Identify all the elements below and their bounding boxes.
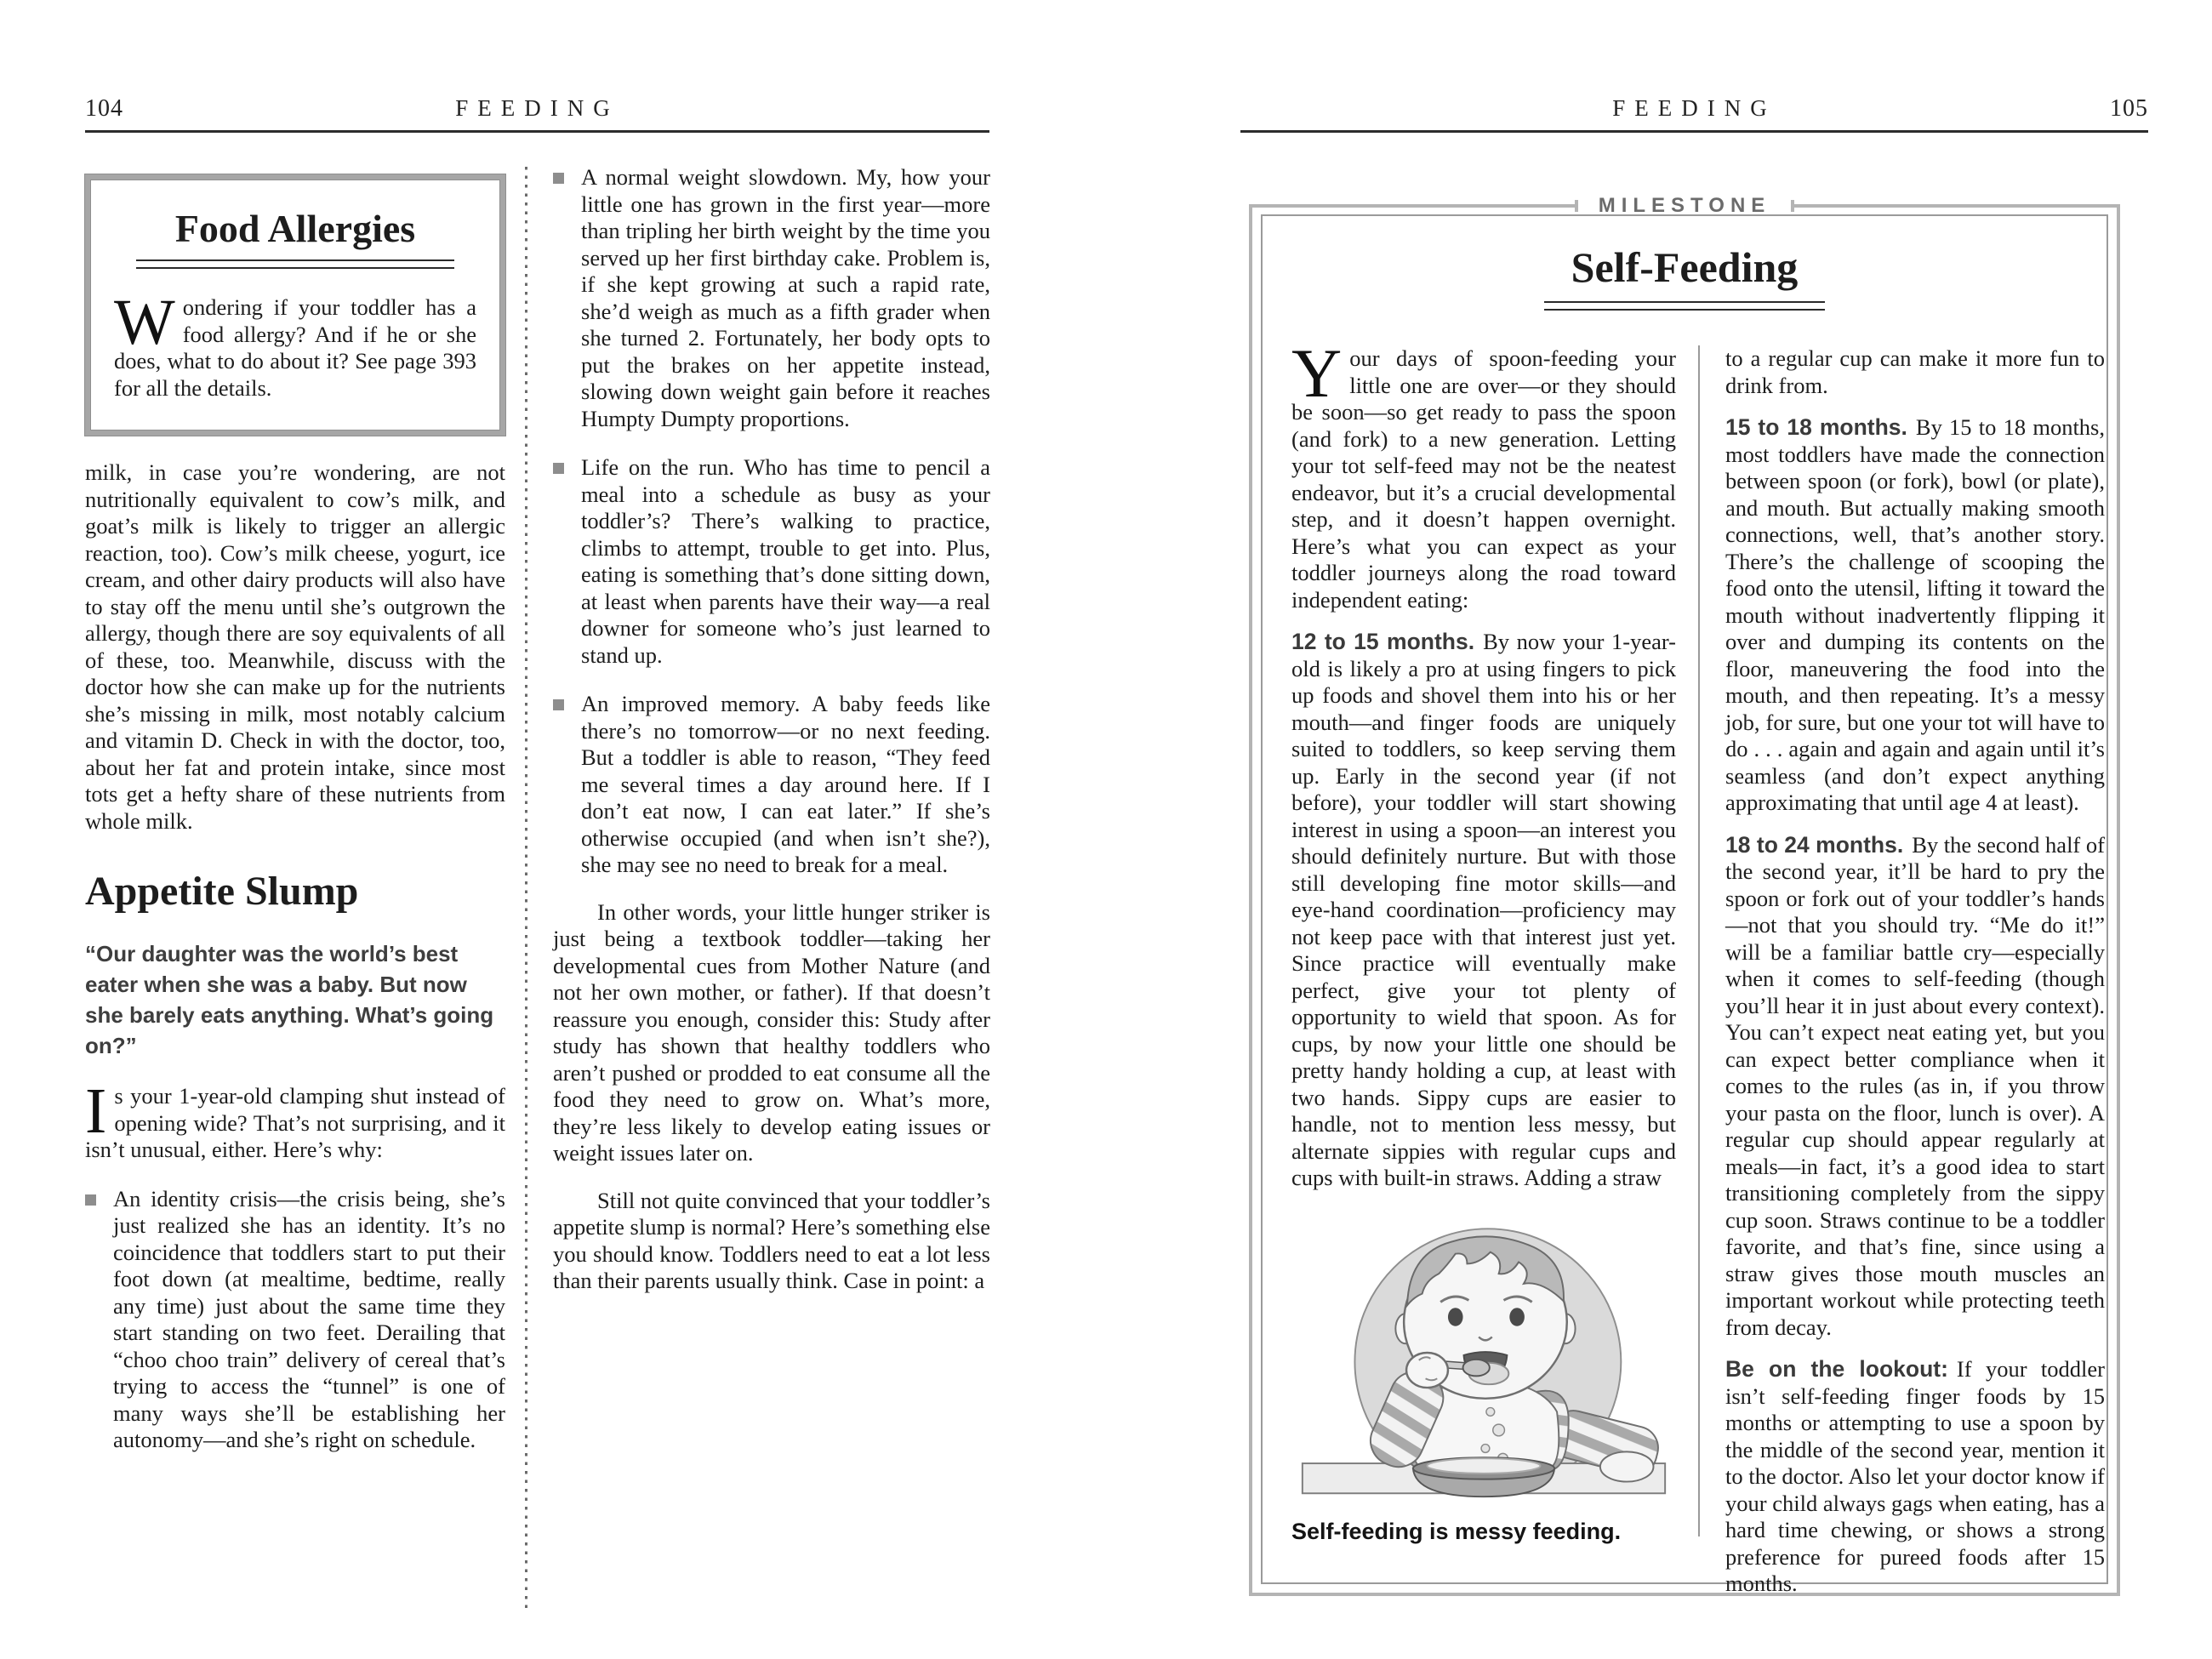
bullet-text: An identity crisis—the crisis being, she’s just realized she has an identity. It’s no coincidence that toddlers start to put their foot down (at mealtime, bedtime, really any time) just about the same time they start standing on two feet. Derailing that “choo choo train” delivery of cereal that’s trying to access the “tunnel” is one of many ways she’ll be establishing her autonomy—and she’s right on schedule. [113,1185,505,1452]
lookout-text: If your toddler isn’t self-feeding finger foods by 15 months or attempting to use a spoon by the middle of the second year, mention it to the doctor. Also let your doctor know if your child always gags when eating, has a hard time chewing, or shows a strong preference for pureed foods after 15 months. [1725,1356,2105,1596]
improved-memory-bullet [553,691,990,879]
dotted-column-divider [525,167,527,1611]
cup-continuation: to a regular cup can make it more fun to drink from. [1725,345,2105,398]
drop-cap-w: W [114,287,175,358]
stage-text: By the second half of the second year, it’ll be hard to pry the spoon or fork out of your toddler’s hands—not that you should try. “Me do it!” will be a familiar battle cry—especially when it comes to self-feeding (though you’ll hear it in just about every context). You can’t expect neat eating yet, but you can expect better compliance when it comes to the rules (as in, if you throw your pasta on the floor, lunch is over). A regular cup should appear regularly at meals—in fact, it’s a good idea to start transitioning completely from the sippy cup soon. Straws continue to be a toddler favorite, and that’s fine, since using a straw gives those mouth muscles an important workout while protecting teeth from decay. [1725,831,2105,1340]
running-head-right: FEEDING [1612,95,1776,121]
reader-question: “Our daughter was the world’s best eater when she was a baby. But now she barely eats anything. What’s going on?” [85,941,494,1058]
milestone-inner-frame [1261,214,2108,1596]
stage-12-15-months [1291,629,1676,1192]
lookout-label: Be on the lookout: [1725,1356,1948,1382]
bullet-square-icon [553,463,564,474]
milestone-label: MILESTONE [1578,194,1792,218]
drop-cap-i: I [85,1075,107,1147]
page-number-left: 104 [85,95,123,122]
head-rule-right [1240,130,2148,133]
milk-continuation-paragraph: milk, in case you’re wondering, are not nutritionally equivalent to cow’s milk, and goat’s milk is likely to trigger an allergic reaction, too). Cow’s milk cheese, yogurt, ice cream, and other dairy products will also have to stay off the menu until she’s outgrown the allergy, though there are soy equivalents of all of these, too. Meanwhile, discuss with the doctor how she can make up for the nutrients she’s missing in milk, most notably calcium and vitamin D. Check in with the doctor, too, about her fat and protein intake, since most tots get a hefty share of these nutrients from whole milk. [85,459,505,834]
tab-line-right [1791,204,2120,208]
milestone-box [1249,194,2120,1596]
stage-label: 12 to 15 months. [1291,629,1475,654]
left-page-column-2 [553,164,990,1295]
milestone-column-2 [1725,345,2105,1598]
head-rule-left [85,130,989,133]
stage-text: By now your 1-year-old is likely a pro at using fingers to pick up foods and shovel them into his or her mouth—and finger foods are uniquely suited to toddlers, so keep serving them up. Early in the second year (if not before), your toddler will start showing interest in using a spoon—an interest you should definitely nurture. But with those still developing fine motor skills—and eye-hand coordination—proficiency may not keep pace with that interest just yet. Since practice will eventually make perfect, give your tot plenty of opportunity to wield that spoon. As for cups, by now your little one should be pretty handy holding a cup, at least with two hands. Sippy cups are easier to handle, not to mention less messy, but alternate sippies with regular cups and cups with built-in straws. Adding a straw [1291,629,1676,1190]
stage-label: 15 to 18 months. [1725,414,1907,440]
be-on-the-lookout [1725,1356,2105,1598]
title-double-rule [136,259,455,269]
stage-15-18-months [1725,414,2105,817]
milestone-column-1 [1291,334,1676,1545]
bowl-of-food [1413,1457,1554,1497]
appetite-slump-heading: Appetite Slump [85,869,359,914]
tab-line-left [1249,204,1578,208]
food-allergies-box [85,174,505,436]
food-allergies-body: ondering if your toddler has a food allergy? And if he or she does, what to do about it? See page 393 for all the details. [114,294,476,401]
identity-crisis-bullet [85,1186,505,1454]
drop-cap-y: Y [1291,334,1343,412]
still-not-convinced-paragraph: Still not quite convinced that your toddler’s appetite slump is normal? Here’s something else you should know. Toddlers need to eat a lot less than their parents usually think. Case in point: a [553,1187,990,1293]
answer-intro-paragraph [85,1075,505,1164]
food-allergies-text [114,287,476,402]
self-feeding-intro [1291,334,1676,613]
self-feeding-illustration [1297,1204,1671,1503]
food-allergies-title: Food Allergies [174,207,416,250]
hunger-striker-paragraph: In other words, your little hunger striker is just being a textbook toddler—taking her developmental cues from Mother Nature (and not her own mother, or father). If that doesn’t reassure you enough, consider this: Study after study has shown that healthy toddlers who aren’t pushed or prodded to eat consume all the food they need to grow on. What’s more, they’re less likely to develop eating issues or weight issues later on. [553,898,990,1166]
stage-text: By 15 to 18 months, most toddlers have made the connection between spoon (or fork), bowl (or plate), and mouth. But actually making smooth connections, well, that’s another story. There’s the challenge of scooping the food onto the utensil, lifting it toward the mouth without inadvertently flipping it over and dumping its contents on the floor, maneuvering the food into the mouth, and then repeating. It’s a messy job, for sure, but one your tot will have to do . . . again and again and again until it’s seamless (and don’t expect anything approximating that until age 4 at least). [1725,414,2105,815]
running-head-left: FEEDING [455,95,619,121]
bullet-text: An improved memory. A baby feeds like there’s no tomorrow—or no next feeding. But a toddler is able to reason, “They feed me several times a day around here. If I don’t eat now, I can eat later.” If she’s otherwise occupied (and when isn’t she?), she may see no need to break for a meal. [581,691,990,877]
column-divider-rule [1698,345,1700,1536]
page-number-right: 105 [2110,95,2148,122]
illustration-caption: Self-feeding is messy feeding. [1291,1518,1622,1544]
answer-intro-text: s your 1-year-old clamping shut instead of opening wide? That’s not surprising, and it isn’t unusual, either. Here’s why: [85,1083,505,1162]
bullet-square-icon [553,173,564,184]
intro-text: our days of spoon-feeding your little one are over—or they should be soon—so get ready to pass the spoon (and fork) to a new generation. Letting your tot self-feed may not be the neatest endeavor, but it’s a crucial developmental step, and it doesn’t happen overnight. Here’s what you can expect as your toddler journeys along the road toward independent eating: [1291,345,1676,613]
bullet-square-icon [85,1194,96,1206]
left-page-column-1 [85,174,505,1454]
weight-slowdown-bullet [553,164,990,432]
life-on-the-run-bullet [553,454,990,669]
stage-label: 18 to 24 months. [1725,831,1904,858]
bullet-square-icon [553,699,564,710]
stage-18-24-months [1725,832,2105,1342]
self-feeding-title: Self-Feeding [1571,243,1799,291]
title-double-rule [1544,301,1825,311]
bullet-text: Life on the run. Who has time to pencil a meal into a schedule as busy as your toddler’s? There’s walking to practice, climbs to attempt, trouble to get into. Plus, eating is something that’s done sitting down, at least when parents have their way—a real downer for someone who’s just learned to stand up. [581,454,990,668]
bullet-text: A normal weight slowdown. My, how your little one has grown in the first year—more than tripling her birth weight by the time you served up her first birthday cake. Problem is, if she kept growing at such a rapid rate, she’d weigh as much as a fifth grader when she turned 2. Fortunately, her body opts to put the brakes on her appetite instead, slowing down weight gain before it reaches Humpty Dumpty proportions. [581,164,990,431]
